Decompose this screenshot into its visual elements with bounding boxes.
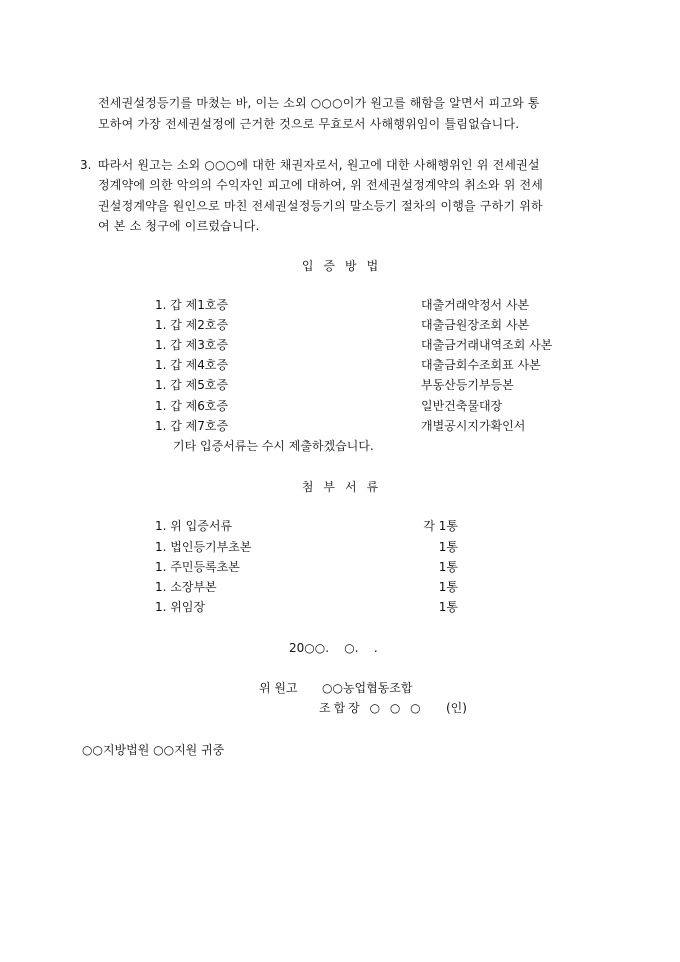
filing-date: 20○○. ○. .: [289, 641, 378, 655]
evidence-note: 기타 입증서류는 수시 제출하겠습니다.: [173, 439, 374, 453]
evidence-label: 1. 갑 제3호증: [155, 338, 229, 352]
attachment-count: 1통: [438, 600, 458, 614]
evidence-label: 1. 갑 제2호증: [155, 318, 229, 332]
evidence-label: 1. 갑 제4호증: [155, 358, 229, 372]
court-addressee: ○○지방법원 ○○지원 귀중: [82, 743, 225, 757]
attachment-label: 1. 위임장: [155, 600, 206, 614]
evidence-document: 대출금원장조회 사본: [421, 318, 530, 332]
continued-line-2: 모하여 가장 전세권설정에 근거한 것으로 무효로서 사해행위임이 틀림없습니다.: [98, 117, 520, 131]
evidence-document: 일반건축물대장: [421, 399, 503, 413]
continued-line-1: 전세권설정등기를 마쳤는 바, 이는 소외 ○○○이가 원고를 해함을 알면서 피고와 통: [98, 96, 540, 110]
attachment-label: 1. 소장부본: [155, 580, 217, 594]
attachment-label: 1. 위 입증서류: [155, 519, 233, 533]
evidence-label: 1. 갑 제6호증: [155, 399, 229, 413]
evidence-document: 대출거래약정서 사본: [421, 298, 530, 312]
item3-line-3: 권설정계약을 원인으로 마친 전세권설정등기의 말소등기 절차의 이행을 구하기 위하: [98, 199, 543, 213]
evidence-title: 입증방법: [301, 259, 389, 273]
attachment-count: 1통: [438, 580, 458, 594]
evidence-document: 부동산등기부등본: [421, 378, 514, 392]
item3-number: 3.: [80, 158, 92, 172]
seal-mark: (인): [446, 701, 467, 715]
item3-line-2: 정계약에 의한 악의의 수익자인 피고에 대하여, 위 전세권설정계약의 취소와 위 전세: [98, 178, 544, 192]
evidence-document: 대출금회수조회표 사본: [421, 358, 541, 372]
attachment-count: 1통: [438, 560, 458, 574]
evidence-label: 1. 갑 제1호증: [155, 298, 229, 312]
plaintiff-name: ○○농업협동조합: [322, 681, 413, 695]
item3-line-4: 여 본 소 청구에 이르렀습니다.: [98, 219, 260, 233]
evidence-label: 1. 갑 제5호증: [155, 378, 229, 392]
evidence-document: 개별공시지가확인서: [421, 419, 526, 433]
attachment-count: 각 1통: [423, 519, 458, 533]
attachment-label: 1. 주민등록초본: [155, 560, 240, 574]
attachment-label: 1. 법인등기부초본: [155, 540, 252, 554]
attachments-title: 첨부서류: [301, 480, 389, 494]
item3-line-1: 따라서 원고는 소외 ○○○에 대한 채권자로서, 원고에 대한 사해행위인 위 전세권설: [98, 158, 540, 172]
plaintiff-representative: 조합장 ○ ○ ○: [319, 701, 424, 715]
attachment-count: 1통: [438, 540, 458, 554]
plaintiff-label: 위 원고: [259, 681, 298, 695]
evidence-label: 1. 갑 제7호증: [155, 419, 229, 433]
evidence-document: 대출금거래내역조회 사본: [421, 338, 553, 352]
